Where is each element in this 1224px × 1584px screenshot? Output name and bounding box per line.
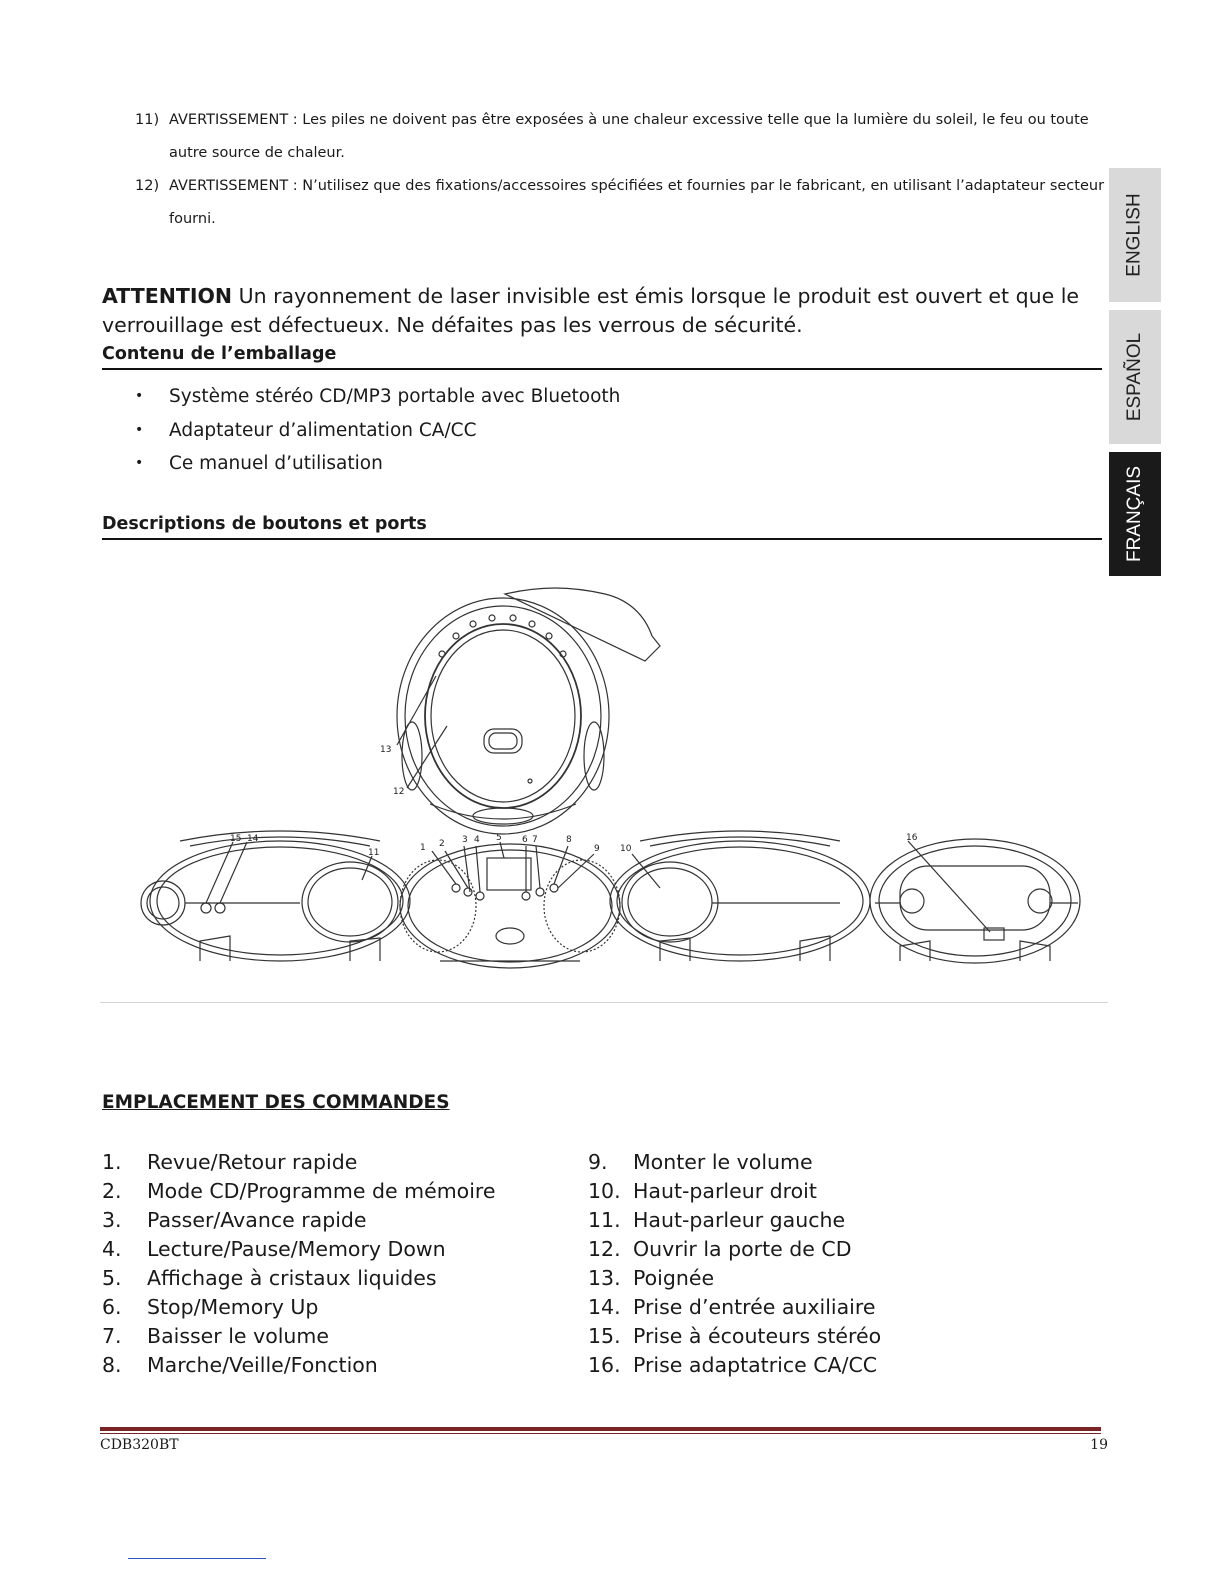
list-item: 1. Revue/Retour rapide — [102, 1150, 358, 1174]
warning-number: 12) — [135, 178, 160, 194]
callout-10: 10 — [620, 844, 632, 854]
package-item-text: Adaptateur d’alimentation CA/CC — [169, 419, 477, 441]
attention-label: ATTENTION — [102, 284, 233, 308]
boombox-illustration — [100, 566, 1108, 1002]
product-diagram — [100, 566, 1108, 1003]
list-item: 3. Passer/Avance rapide — [102, 1208, 367, 1232]
attention-text: Un rayonnement de laser invisible est émis lorsque le produit est ouvert et que le verrouillage est défectueux. Ne défaites pas les verrous de sécurité. — [102, 284, 1080, 337]
list-item: 14. Prise d’entrée auxiliaire — [588, 1295, 876, 1319]
page-number: 19 — [1090, 1437, 1108, 1453]
bullet: • — [135, 388, 144, 404]
callout-6: 6 — [522, 835, 528, 845]
list-item: 8. Marche/Veille/Fonction — [102, 1353, 378, 1377]
back-view — [870, 839, 1080, 963]
footer-model: CDB320BT — [100, 1437, 179, 1453]
footer-rule-thick — [100, 1427, 1101, 1431]
top-view — [397, 588, 660, 834]
front-view — [400, 842, 620, 968]
warning-text: AVERTISSEMENT : N’utilisez que des fixations/accessoires spécifiées et fournies par le fabricant, en utilisant l’adaptateur secteur fourni. — [169, 178, 1105, 227]
list-item — [135, 380, 620, 414]
list-item: 4. Lecture/Pause/Memory Down — [102, 1237, 446, 1261]
controls-right-column — [588, 1148, 881, 1380]
warning-list — [135, 104, 1105, 236]
list-item: 9. Monter le volume — [588, 1150, 813, 1174]
warning-number: 11) — [135, 112, 160, 128]
list-item: 13. Poignée — [588, 1266, 715, 1290]
callout-4: 4 — [474, 835, 480, 845]
callout-8: 8 — [566, 835, 572, 845]
warning-item-12 — [135, 170, 1105, 236]
callout-3: 3 — [462, 835, 468, 845]
callout-1: 1 — [420, 843, 426, 853]
callouts — [230, 745, 918, 858]
package-item-text: Système stéréo CD/MP3 portable avec Bluetooth — [169, 386, 621, 407]
list-item: 15. Prise à écouteurs stéréo — [588, 1324, 882, 1348]
list-item: 11. Haut-parleur gauche — [588, 1208, 846, 1232]
controls-title: EMPLACEMENT DES COMMANDES — [102, 1092, 450, 1113]
bullet: • — [135, 421, 144, 438]
list-item: 16. Prise adaptatrice CA/CC — [588, 1353, 878, 1377]
list-item: 7. Baisser le volume — [102, 1324, 330, 1348]
callout-14: 14 — [247, 834, 259, 844]
callout-2: 2 — [439, 839, 445, 849]
descriptions-heading: Descriptions de boutons et ports — [102, 514, 1102, 540]
list-item: 5. Affichage à cristaux liquides — [102, 1266, 437, 1290]
list-item: 10. Haut-parleur droit — [588, 1179, 817, 1203]
warning-text: AVERTISSEMENT : Les piles ne doivent pas être exposées à une chaleur excessive telle que la lumière du soleil, le feu ou toute autre source de chaleur. — [169, 112, 1089, 161]
package-heading: Contenu de l’emballage — [102, 344, 1102, 370]
divider — [128, 1558, 266, 1559]
callout-13: 13 — [380, 745, 392, 755]
callout-11: 11 — [368, 848, 380, 858]
callout-9: 9 — [594, 844, 600, 854]
list-item: 12. Ouvrir la porte de CD — [588, 1237, 852, 1261]
list-item — [135, 447, 620, 481]
package-list — [135, 380, 620, 481]
tab-english[interactable]: ENGLISH — [1109, 168, 1161, 302]
right-side-view — [610, 831, 870, 961]
callout-7: 7 — [532, 835, 538, 845]
callout-12: 12 — [393, 787, 405, 797]
package-item-text: Ce manuel d’utilisation — [169, 453, 383, 474]
warning-item-11 — [135, 104, 1105, 170]
callout-5: 5 — [496, 833, 502, 843]
language-tabs — [1109, 168, 1161, 584]
footer-rule-thin — [100, 1433, 1101, 1434]
list-item — [135, 414, 620, 448]
list-item: 6. Stop/Memory Up — [102, 1295, 319, 1319]
controls-left-column — [102, 1148, 496, 1380]
tab-espanol[interactable]: ESPAÑOL — [1109, 310, 1161, 444]
callout-16: 16 — [906, 833, 918, 843]
tab-francais[interactable]: FRANÇAIS — [1109, 452, 1161, 576]
callout-15: 15 — [230, 834, 242, 844]
list-item: 2. Mode CD/Programme de mémoire — [102, 1179, 496, 1203]
bullet: • — [135, 455, 144, 471]
attention-paragraph — [102, 282, 1102, 340]
